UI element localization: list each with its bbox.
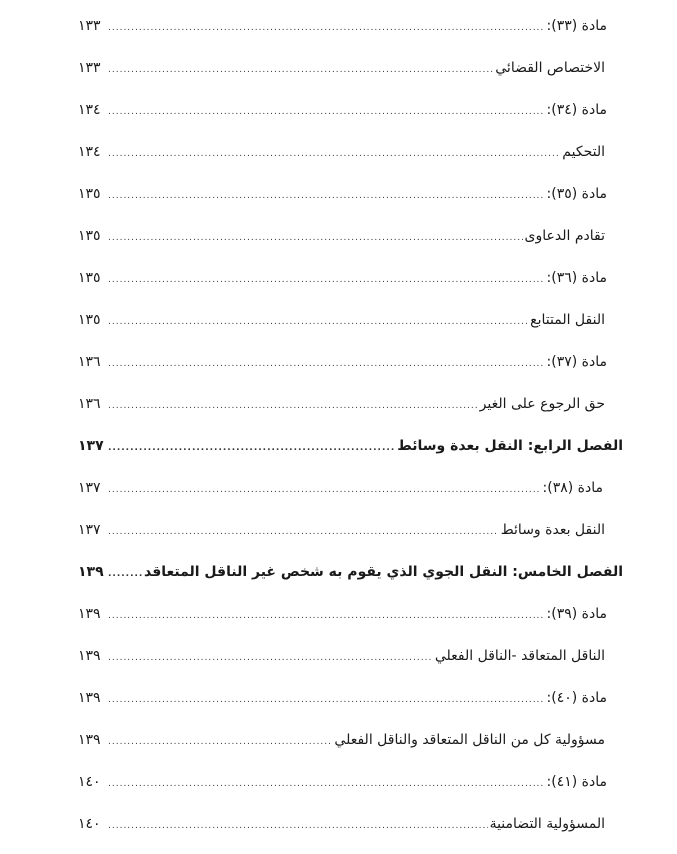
dot-leader bbox=[108, 688, 545, 712]
dot-leader bbox=[108, 646, 433, 670]
toc-entry-page: ١٤٠ bbox=[78, 816, 101, 832]
dot-leader bbox=[108, 58, 493, 82]
toc-entry-page: ١٣٣ bbox=[78, 18, 101, 34]
toc-entry-page: ١٣٥ bbox=[78, 312, 101, 328]
toc-entry-page: ١٤٠ bbox=[78, 774, 101, 790]
toc-entry[interactable] bbox=[78, 140, 623, 164]
dot-leader bbox=[108, 142, 560, 166]
toc-entry-title: مادة (٣٩): bbox=[546, 606, 607, 622]
dot-leader bbox=[108, 184, 545, 208]
toc-entry-title: تقادم الدعاوى bbox=[524, 228, 605, 244]
dot-leader bbox=[108, 16, 545, 40]
toc-chapter-entry[interactable] bbox=[78, 560, 623, 584]
toc-entry[interactable] bbox=[78, 770, 623, 794]
toc-entry-title: مادة (٤٠): bbox=[546, 690, 607, 706]
dot-leader bbox=[108, 352, 545, 376]
toc-entry-page: ١٣٤ bbox=[78, 144, 101, 160]
toc-entry-title: النقل بعدة وسائط bbox=[500, 522, 605, 538]
toc-entry-page: ١٣٣ bbox=[78, 60, 101, 76]
toc-entry[interactable] bbox=[78, 602, 623, 626]
toc-entry[interactable] bbox=[78, 476, 623, 500]
toc-entry[interactable] bbox=[78, 518, 623, 542]
dot-leader bbox=[108, 478, 541, 502]
toc-entry-title: مادة (٣٥): bbox=[546, 186, 607, 202]
dot-leader bbox=[108, 268, 545, 292]
toc-entry-page: ١٣٩ bbox=[78, 648, 101, 664]
toc-entry[interactable] bbox=[78, 56, 623, 80]
toc-entry-title: الناقل المتعاقد -الناقل الفعلي bbox=[434, 648, 605, 664]
toc-entry-title: مادة (٣٧): bbox=[546, 354, 607, 370]
toc-entry[interactable] bbox=[78, 728, 623, 752]
dot-leader bbox=[108, 730, 332, 754]
toc-entry-title: الاختصاص القضائي bbox=[495, 60, 605, 76]
dot-leader bbox=[108, 520, 499, 544]
toc-entry-title: حق الرجوع على الغير bbox=[479, 396, 605, 412]
toc-entry-page: ١٣٩ bbox=[78, 690, 101, 706]
toc-entry-title: مادة (٣٨): bbox=[542, 480, 603, 496]
dot-leader bbox=[108, 772, 545, 796]
toc-entry-page: ١٣٩ bbox=[78, 732, 101, 748]
dot-leader bbox=[108, 394, 478, 418]
toc-entry-title: النقل المتتابع bbox=[530, 312, 605, 328]
toc-entry[interactable] bbox=[78, 98, 623, 122]
toc-entry-title: التحكيم bbox=[562, 144, 605, 160]
toc-entry-page: ١٣٧ bbox=[78, 480, 101, 496]
toc-entry-page: ١٣٥ bbox=[78, 228, 101, 244]
toc-entry[interactable] bbox=[78, 686, 623, 710]
toc-entry-page: ١٣٩ bbox=[78, 564, 104, 580]
dot-leader bbox=[108, 226, 523, 250]
toc-entry-title: مسؤولية كل من الناقل المتعاقد والناقل الفعلي bbox=[334, 732, 605, 748]
toc-entry[interactable] bbox=[78, 308, 623, 332]
dot-leader bbox=[108, 310, 528, 334]
dot-leader bbox=[108, 562, 142, 586]
toc-entry-page: ١٣٦ bbox=[78, 354, 101, 370]
dot-leader bbox=[108, 814, 488, 838]
dot-leader bbox=[108, 436, 395, 460]
toc-entry-page: ١٣٥ bbox=[78, 186, 101, 202]
toc-entry-page: ١٣٤ bbox=[78, 102, 101, 118]
dot-leader bbox=[108, 604, 545, 628]
toc-chapter-title: الفصل الخامس: النقل الجوي الذي يقوم به شخص غير الناقل المتعاقد bbox=[143, 564, 623, 580]
toc-entry-title: مادة (٣٦): bbox=[546, 270, 607, 286]
toc-entry-page: ١٣٩ bbox=[78, 606, 101, 622]
toc-entry-title: المسؤولية التضامنية bbox=[489, 816, 605, 832]
toc-entry-title: مادة (٣٣): bbox=[546, 18, 607, 34]
toc-entry[interactable] bbox=[78, 392, 623, 416]
toc-entry-page: ١٣٧ bbox=[78, 522, 101, 538]
toc-chapter-entry[interactable] bbox=[78, 434, 623, 458]
toc-entry-title: مادة (٤١): bbox=[546, 774, 607, 790]
toc-entry[interactable] bbox=[78, 350, 623, 374]
dot-leader bbox=[108, 100, 545, 124]
toc-entry[interactable] bbox=[78, 14, 623, 38]
toc-entry[interactable] bbox=[78, 266, 623, 290]
toc-entry[interactable] bbox=[78, 644, 623, 668]
toc-entry[interactable] bbox=[78, 182, 623, 206]
toc-entry-page: ١٣٧ bbox=[78, 438, 104, 454]
toc-entry[interactable] bbox=[78, 224, 623, 248]
toc-entry[interactable] bbox=[78, 812, 623, 836]
toc-entry-page: ١٣٦ bbox=[78, 396, 101, 412]
toc-entry-title: مادة (٣٤): bbox=[546, 102, 607, 118]
toc-chapter-title: الفصل الرابع: النقل بعدة وسائط bbox=[397, 438, 623, 454]
toc-entry-page: ١٣٥ bbox=[78, 270, 101, 286]
